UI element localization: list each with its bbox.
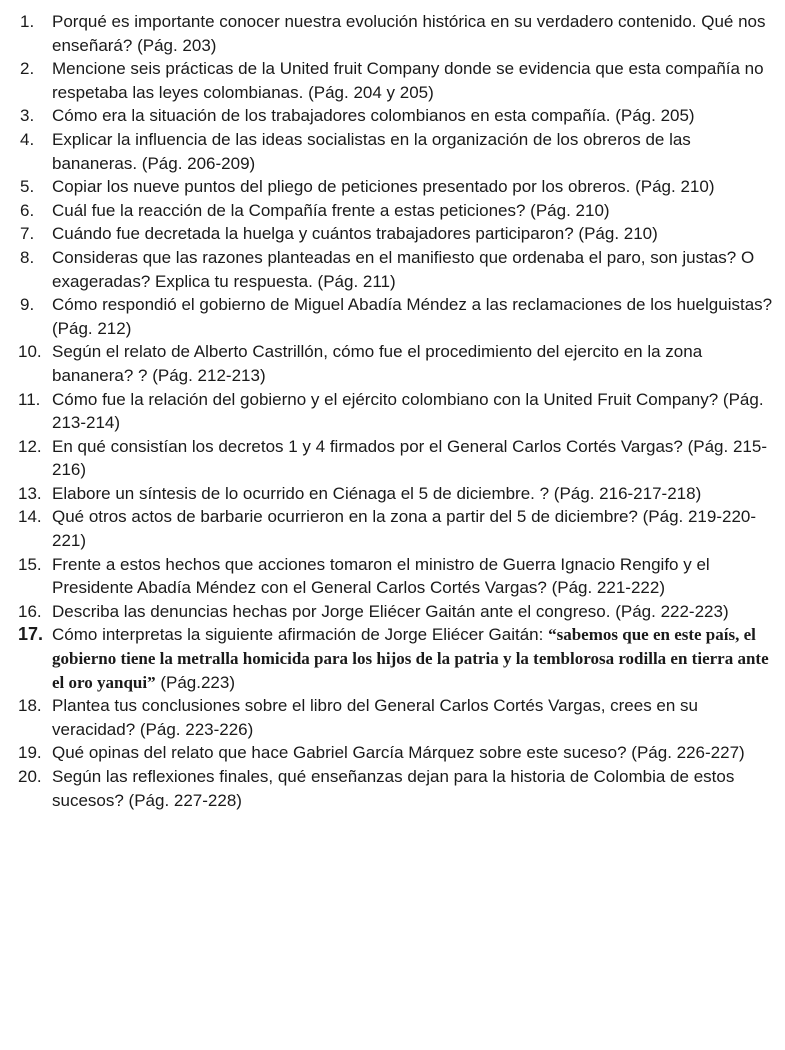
- item-text: Plantea tus conclusiones sobre el libro del General Carlos Cortés Vargas, crees en su veracidad? (Pág. 223-226): [52, 696, 699, 739]
- item-number: 2.: [20, 59, 35, 79]
- list-item: [0, 388, 785, 435]
- item-text: Cómo interpretas la siguiente afirmación de Jorge Eliécer Gaitán:: [52, 625, 549, 645]
- item-text: Elabore un síntesis de lo ocurrido en Ciénaga el 5 de diciembre. ? (Pág. 216-217-218): [52, 483, 702, 503]
- item-number: 16.: [18, 601, 42, 621]
- item-number: 15.: [18, 554, 42, 574]
- item-number: 6.: [20, 200, 35, 220]
- item-number: 9.: [20, 295, 35, 315]
- list-item: [0, 553, 785, 600]
- item-number: 8.: [20, 247, 35, 267]
- item-text: Copiar los nueve puntos del pliego de peticiones presentado por los obreros. (Pág. 210): [52, 177, 715, 197]
- list-item: [0, 175, 785, 199]
- list-item: [0, 600, 785, 624]
- item-number: 4.: [20, 129, 35, 149]
- item-text: Cuándo fue decretada la huelga y cuántos trabajadores participaron? (Pág. 210): [52, 224, 658, 244]
- item-number: 11.: [18, 389, 41, 409]
- item-text: Qué opinas del relato que hace Gabriel García Márquez sobre este suceso? (Pág. 226-227): [52, 743, 745, 763]
- item-text: Según las reflexiones finales, qué enseñanzas dejan para la historia de Colombia de estos sucesos? (Pág. 227-228): [52, 767, 735, 810]
- list-item: [0, 104, 785, 128]
- item-text: Cómo respondió el gobierno de Miguel Abadía Méndez a las reclamaciones de los huelguistas? (Pág. 212): [52, 295, 773, 338]
- list-item: [0, 741, 785, 765]
- list-item: [0, 694, 785, 741]
- item-text: Explicar la influencia de las ideas socialistas en la organización de los obreros de las bananeras. (Pág. 206-209): [52, 129, 691, 173]
- item-number: 13.: [18, 483, 42, 503]
- list-item: [0, 482, 785, 506]
- item-number: 1.: [20, 12, 35, 31]
- item-text: Consideras que las razones planteadas en el manifiesto que ordenaba el paro, son justas? O exageradas? Explica tu respuesta. (Pág. 211): [52, 247, 755, 291]
- item-text: Describa las denuncias hechas por Jorge Eliécer Gaitán ante el congreso. (Pág. 222-223): [52, 601, 729, 621]
- list-item: [0, 765, 785, 812]
- item-text: Cómo era la situación de los trabajadores colombianos en esta compañía. (Pág. 205): [52, 106, 695, 126]
- item-number: 20.: [18, 767, 42, 786]
- list-item: [0, 222, 785, 246]
- item-text: Porqué es importante conocer nuestra evolución histórica en su verdadero contenido. Qué nos enseñará? (Pág. 203): [52, 12, 766, 55]
- gaitan-quote: “sabemos que en este país, el gobierno tiene la metralla homicida para los hijos de la patria y la temblorosa rodilla en tierra ante el oro yanqui”: [52, 625, 769, 692]
- list-item: [0, 57, 785, 104]
- item-number: 10.: [18, 342, 42, 362]
- item-number: 19.: [18, 743, 42, 763]
- item-number: 14.: [18, 507, 42, 527]
- list-item: [0, 199, 785, 223]
- item-text: Qué otros actos de barbarie ocurrieron en la zona a partir del 5 de diciembre? (Pág. 219-220-221): [52, 507, 757, 551]
- item-number: 3.: [20, 106, 35, 126]
- item-number: 18.: [18, 696, 42, 716]
- item-number: 5.: [20, 177, 35, 197]
- list-item: [0, 246, 785, 293]
- item-number: 12.: [18, 436, 42, 456]
- item-page-ref: (Pág.223): [155, 672, 235, 692]
- item-number: 7.: [20, 224, 35, 244]
- item-text: Cómo fue la relación del gobierno y el ejército colombiano con la United Fruit Company? (Pág. 213-214): [52, 389, 764, 433]
- question-list: [0, 10, 785, 812]
- list-item: [0, 293, 785, 340]
- item-text: Según el relato de Alberto Castrillón, cómo fue el procedimiento del ejercito en la zona bananera? ? (Pág. 212-213): [52, 342, 703, 385]
- list-item: [0, 435, 785, 482]
- item-text: Mencione seis prácticas de la United fruit Company donde se evidencia que esta compañía no respetaba las leyes colombianas. (Pág. 204 y 205): [52, 59, 764, 102]
- item-text: En qué consistían los decretos 1 y 4 firmados por el General Carlos Cortés Vargas? (Pág. 215-216): [52, 436, 767, 480]
- item-text: Cuál fue la reacción de la Compañía frente a estas peticiones? (Pág. 210): [52, 200, 610, 220]
- list-item: [0, 340, 785, 387]
- list-item: [0, 128, 785, 175]
- item-number: 17.: [18, 624, 44, 645]
- list-item: [0, 623, 785, 694]
- item-text: Frente a estos hechos que acciones tomaron el ministro de Guerra Ignacio Rengifo y el Presidente Abadía Méndez con el General Carlos Cortés Vargas? (Pág. 221-222): [52, 554, 710, 598]
- list-item: [0, 10, 785, 57]
- list-item: [0, 505, 785, 552]
